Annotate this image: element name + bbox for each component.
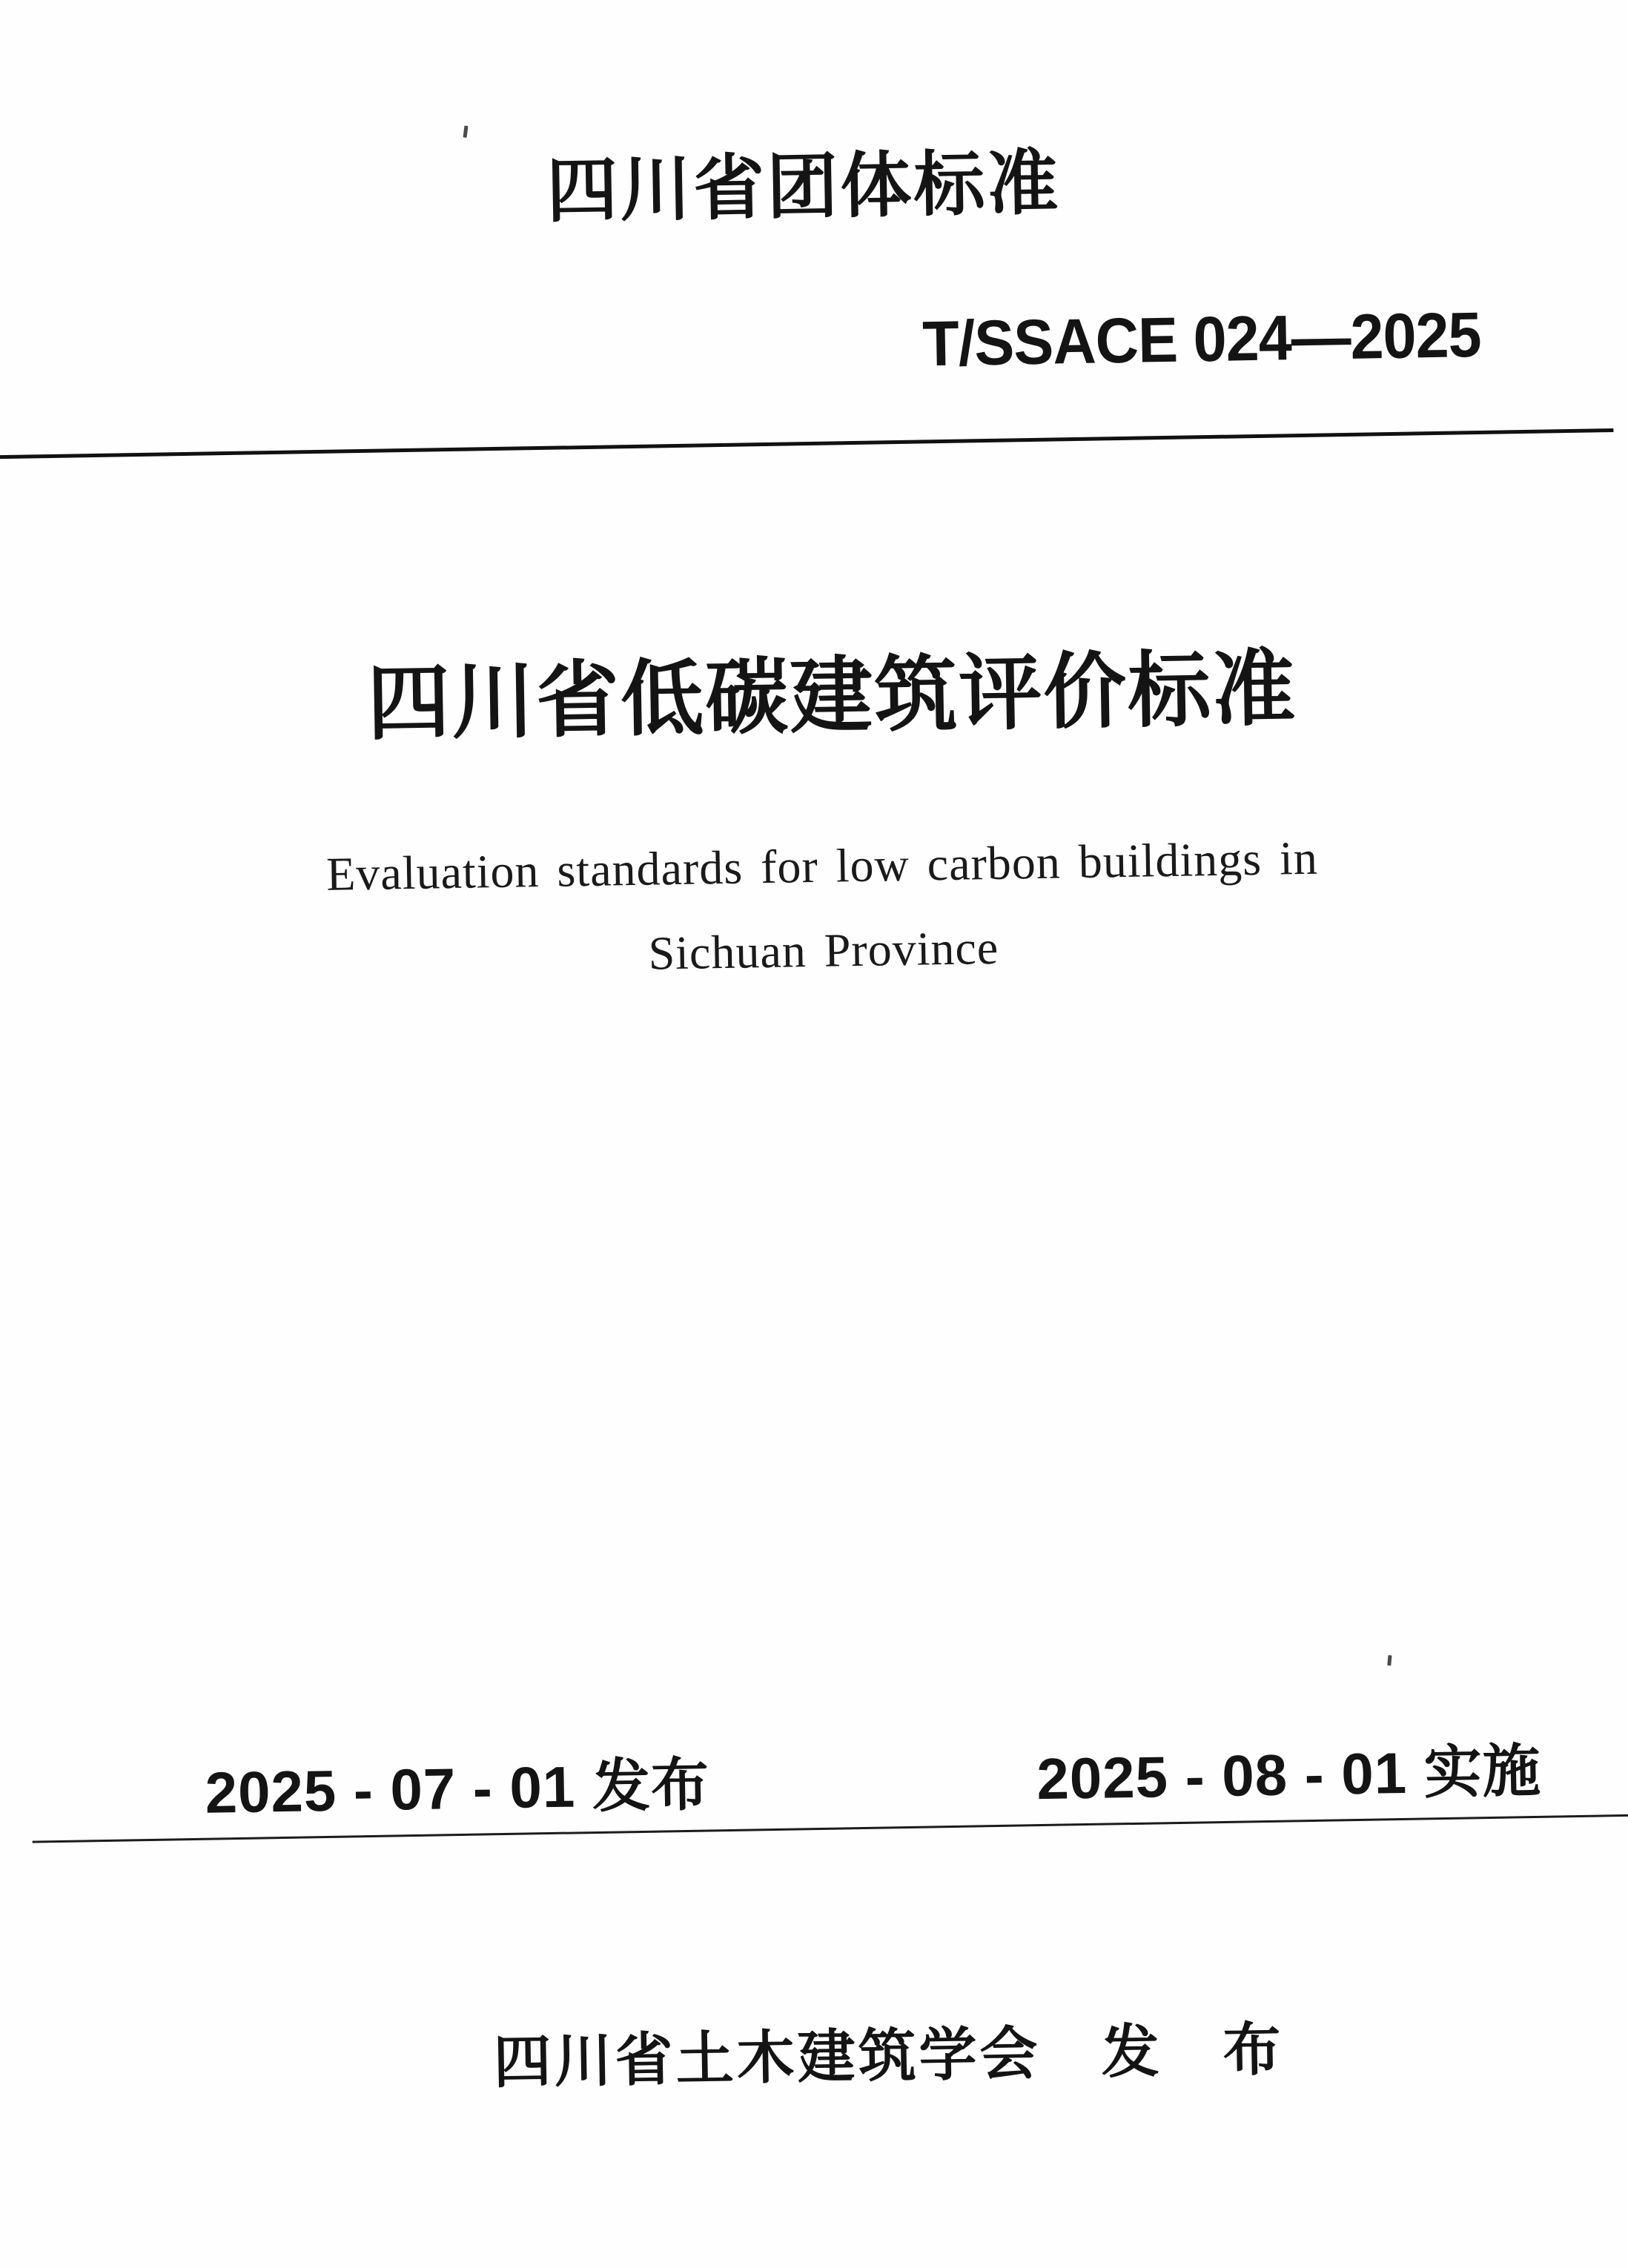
document-title-zh: 四川省低碳建筑评价标准: [366, 642, 1298, 750]
standard-type-heading: 四川省团体标准: [546, 143, 1062, 231]
scan-speck: [1387, 1655, 1392, 1665]
publisher-line: 四川省土木建筑学会 发 布: [492, 2016, 1285, 2095]
scan-speck: [463, 125, 469, 137]
document-title-en-line1: Evaluation standards for low carbon buildings in: [325, 831, 1319, 901]
document-title-en-line2: Sichuan Province: [647, 921, 999, 980]
document-title-en: [20, 811, 1625, 1007]
implementation-date: 2025 - 08 - 01 实施: [1036, 1737, 1542, 1812]
issue-date: 2025 - 07 - 01 发布: [204, 1751, 710, 1826]
header-divider-rule: [0, 428, 1613, 459]
standard-code: T/SSACE 024—2025: [921, 299, 1482, 380]
